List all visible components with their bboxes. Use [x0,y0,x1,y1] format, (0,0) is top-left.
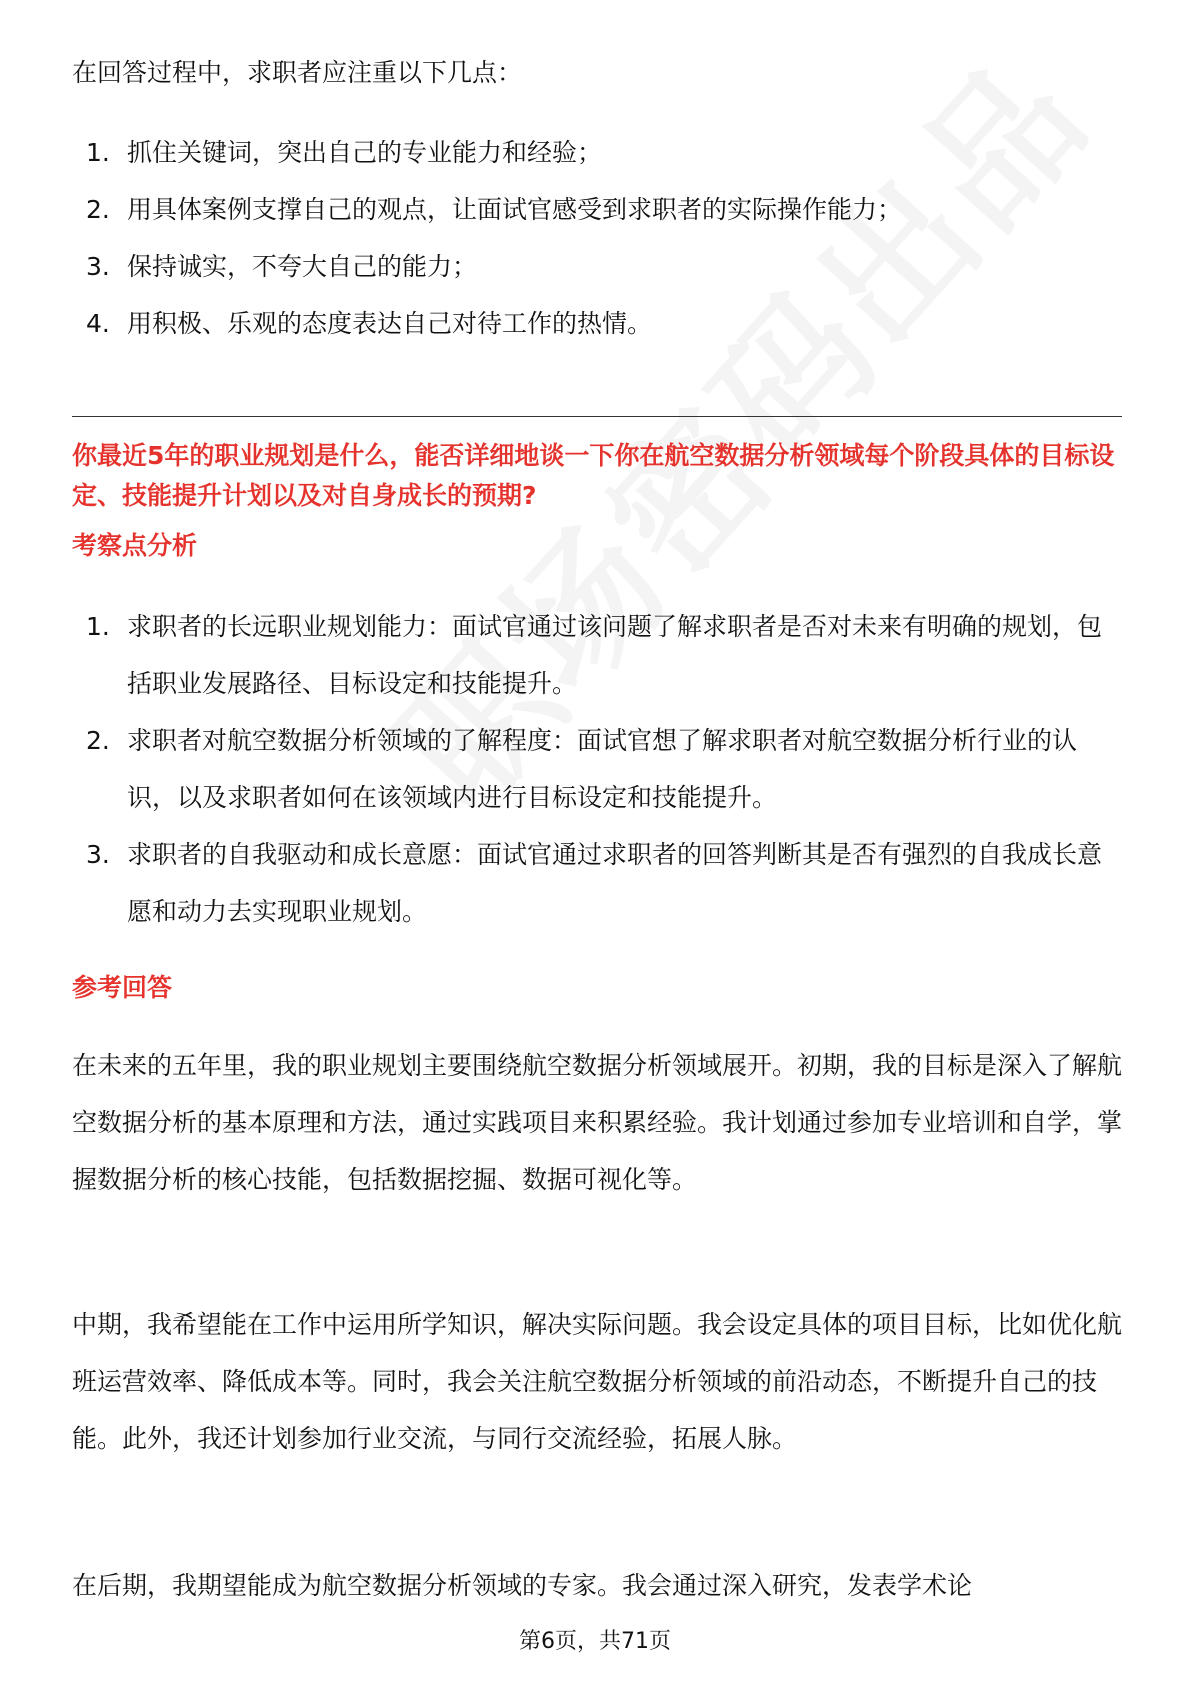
reference-paragraph: 在未来的五年里，我的职业规划主要围绕航空数据分析领域展开。初期，我的目标是深入了解航空数据分析的基本原理和方法，通过实践项目来积累经验。我计划通过参加专业培训和自学，掌握数据分析的核心技能，包括数据挖掘、数据可视化等。 [72,1051,1123,1194]
analysis-heading: 考察点分析 [72,531,198,560]
list-item: 4. 用积极、乐观的态度表达自己对待工作的热情。 [86,309,653,338]
section-divider [72,416,1122,417]
list-item: 3. 求职者的自我驱动和成长意愿：面试官通过求职者的回答判断其是否有强烈的自我成长意愿和动力去实现职业规划。 [86,840,1103,926]
list-item: 2. 求职者对航空数据分析领域的了解程度：面试官想了解求职者对航空数据分析行业的认识，以及求职者如何在该领域内进行目标设定和技能提升。 [86,726,1078,812]
list-item: 1. 求职者的长远职业规划能力：面试官通过该问题了解求职者是否对未来有明确的规划，包括职业发展路径、目标设定和技能提升。 [86,612,1103,698]
reference-paragraph: 在后期，我期望能成为航空数据分析领域的专家。我会通过深入研究，发表学术论 [72,1571,973,1600]
intro-text: 在回答过程中，求职者应注重以下几点： [72,58,523,87]
reference-paragraph: 中期，我希望能在工作中运用所学知识，解决实际问题。我会设定具体的项目目标，比如优化航班运营效率、降低成本等。同时，我会关注航空数据分析领域的前沿动态，不断提升自己的技能。此外，我还计划参加行业交流，与同行交流经验，拓展人脉。 [72,1310,1123,1453]
list-item: 2. 用具体案例支撑自己的观点，让面试官感受到求职者的实际操作能力； [86,195,903,224]
list-item: 3. 保持诚实，不夸大自己的能力； [86,252,478,281]
reference-heading: 参考回答 [72,973,173,1002]
question-heading: 你最近5年的职业规划是什么，能否详细地谈一下你在航空数据分析领域每个阶段具体的目标设定、技能提升计划以及对自身成长的预期? [72,441,1115,510]
page-number: 第6页，共71页 [519,1629,671,1654]
tips-list [72,124,1122,352]
list-item: 1. 抓住关键词，突出自己的专业能力和经验； [86,138,603,167]
analysis-list [72,598,1122,940]
